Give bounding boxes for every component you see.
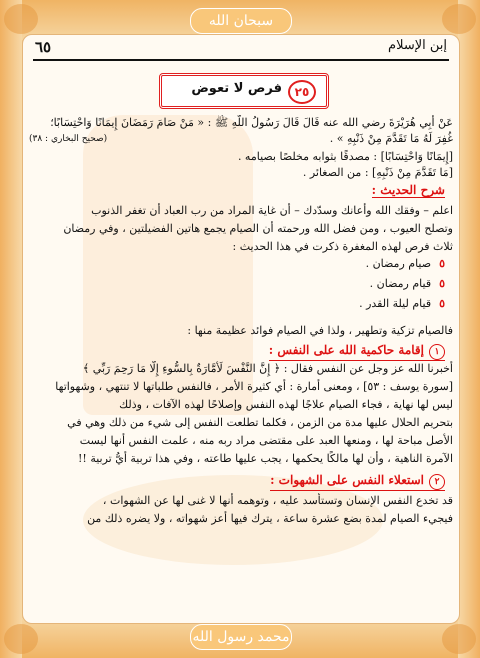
explanation-heading: شرح الحديث : xyxy=(371,183,445,197)
benefit-line: [سورة يوسف : ٥٣] ، ومعنى أمارة : أي كثيرة الأمر ، فالنفس طلباتها لا تنتهي ، وشهواتها xyxy=(55,380,453,393)
benefit-number: ١ xyxy=(429,344,445,360)
list-item xyxy=(205,277,445,290)
bullet-icon: ٥ xyxy=(439,297,445,310)
frame-left-border xyxy=(0,0,22,658)
benefit-line: فيجيء الصيام لمدة بضع عشرة ساعة ، يترك فيها أعز شهواته ، ولا يضره ذلك من xyxy=(87,512,453,525)
benefit-line: بتحريم الحلال عليها مدة من الزمن ، فكلما تطلعت النفس إلى شيء من ذلك وهي في xyxy=(67,416,453,429)
list-item xyxy=(205,257,445,270)
header-divider xyxy=(33,59,449,61)
gloss-line: [مَا تَقَدَّمَ مِنْ ذَنْبِهِ] : من الصغائر . xyxy=(302,166,453,179)
bullet-text: قيام ليلة القدر . xyxy=(359,297,432,310)
bottom-calligraphy-cartouche: محمد رسول الله xyxy=(190,624,292,650)
benefit-line: ليس لها نهاية ، فجاء الصيام علاجًا لهذه النفس وإصلاحًا لهذه الآفات ، وذلك xyxy=(119,398,453,411)
page-header xyxy=(23,35,459,61)
bullet-text: صيام رمضان . xyxy=(365,257,432,270)
explanation-line: فالصيام تزكية وتطهير ، ولذا في الصيام فوائد عظيمة منها : xyxy=(187,324,453,337)
corner-ornament-icon xyxy=(4,624,38,654)
explanation-line: وتصلح العيوب ، ومن فضل الله ورحمته أن الصيام يجمع هاتين الفضيلتين ، وفي رمضان xyxy=(63,222,453,235)
corner-ornament-icon xyxy=(4,4,38,34)
lesson-title-box xyxy=(159,73,329,109)
lesson-title: فرص لا تعوض xyxy=(191,81,282,96)
benefit-line: الأصل مباحة لها ، ومنعها العبد على مقتضى مراد ربه منه ، علمت النفس أنها ليست xyxy=(79,434,453,447)
hadith-source: (صحيح البخاري : ٣٨) xyxy=(29,134,108,144)
benefit-line: أخبرنا الله عز وجل عن النفس فقال : ﴿ إِنَّ النَّفْسَ لَأَمَّارَةٌ بِالسُّوءِ إِلَّا مَا رَحِمَ رَبِّي ﴾ xyxy=(82,362,453,375)
benefit-heading-text: إقامة حاكمية الله على النفس : xyxy=(268,343,424,357)
corner-ornament-icon xyxy=(442,4,476,34)
lesson-number: ٢٥ xyxy=(288,80,316,104)
benefit-line: قد تخدع النفس الإنسان وتستأسد عليه ، وتوهمه أنها لا غنى لها عن الشهوات ، xyxy=(102,494,453,507)
frame-right-border xyxy=(458,0,480,658)
bullet-icon: ٥ xyxy=(439,277,445,290)
page-paper xyxy=(22,34,460,624)
top-calligraphy-cartouche: سبحان الله xyxy=(190,8,292,34)
page-number: ٦٥ xyxy=(35,38,52,56)
corner-ornament-icon xyxy=(442,624,476,654)
book-title: إبن الإسلام xyxy=(388,38,447,53)
hadith-line xyxy=(29,131,453,147)
explanation-line: اعلم – وفقك الله وأعانك وسدّدك – أن غاية المراد من رب العباد أن تغفر الذنوب xyxy=(91,204,453,217)
hadith-line-end: غُفِرَ لَهُ مَا تَقَدَّمَ مِنْ ذَنْبِهِ » . xyxy=(329,132,453,145)
benefit-heading xyxy=(269,343,445,361)
hadith-line: عَنْ أَبِي هُرَيْرَةَ رضي الله عنه قَالَ قَالَ رَسُولُ اللَّهِ ﷺ : « مَنْ صَامَ رَمَضَانَ إِيمَانًا وَاحْتِسَابًا؛ xyxy=(50,116,453,129)
list-item xyxy=(205,297,445,310)
benefit-heading-text: استعلاء النفس على الشهوات : xyxy=(270,473,424,487)
benefit-line: الآمرة الناهية ، وأن لها مالكًا يحكمها ، يجب عليها طاعته ، وفي هذا تربية أيُّ تربية !! xyxy=(78,452,453,465)
bullet-text: قيام رمضان . xyxy=(369,277,432,290)
gloss-line: [إِيمَانًا وَاحْتِسَابًا] : مصدقًا بثوابه مخلصًا بصيامه . xyxy=(237,150,453,163)
benefit-heading xyxy=(270,473,445,491)
benefit-number: ٢ xyxy=(429,474,445,490)
bullet-icon: ٥ xyxy=(439,257,445,270)
explanation-line: ثلاث فرص لهذه المغفرة ذكرت في هذا الحديث : xyxy=(232,240,453,253)
